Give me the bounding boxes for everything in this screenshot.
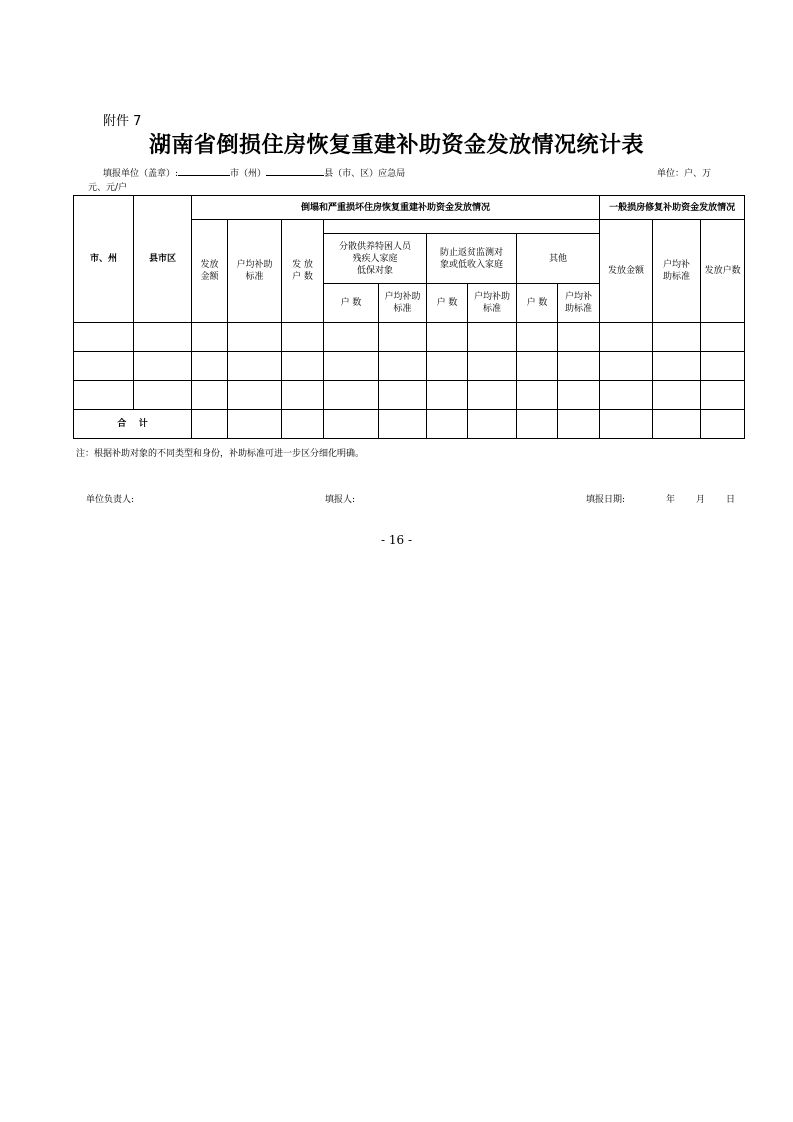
city-blank xyxy=(178,166,230,176)
header-avg-std: 户均补助 标准 xyxy=(228,220,282,323)
total-row xyxy=(74,410,745,439)
header-repair-households: 发放户数 xyxy=(701,220,745,323)
table-row xyxy=(74,323,745,352)
date-label: 填报日期: xyxy=(586,495,626,505)
page-number: - 16 - xyxy=(380,533,412,547)
responsible-label: 单位负责人: xyxy=(86,495,135,505)
county-blank xyxy=(266,166,324,176)
header-sub1-households: 户 数 xyxy=(324,284,379,323)
total-label: 合 计 xyxy=(74,410,192,439)
header-sub2-avg: 户均补助 标准 xyxy=(468,284,517,323)
header-sub2-households: 户 数 xyxy=(427,284,468,323)
statistics-table xyxy=(73,195,745,439)
footnote: 注：根据补助对象的不同类型和身份，补助标准可进一步区分细化明确。 xyxy=(76,449,365,459)
header-subgroup-monitor: 防止返贫监测对 象或低收入家庭 xyxy=(427,234,517,284)
header-subgroup-spacer xyxy=(324,220,600,234)
table-row xyxy=(74,381,745,410)
county-label: 县（市、区）应急局 xyxy=(324,169,406,179)
date-year: 年 xyxy=(666,495,676,505)
page-title: 湖南省倒损住房恢复重建补助资金发放情况统计表 xyxy=(148,133,644,158)
header-subgroup-other: 其他 xyxy=(517,234,600,284)
annex-label: 附件 7 xyxy=(103,114,142,129)
header-repair-avg: 户均补 助标准 xyxy=(653,220,701,323)
header-sub3-avg: 户均补 助标准 xyxy=(558,284,600,323)
header-rebuild-group: 倒塌和严重损坏住房恢复重建补助资金发放情况 xyxy=(192,196,600,220)
fill-unit-line xyxy=(103,166,405,179)
header-amount: 发放 金额 xyxy=(192,220,228,323)
header-county: 县市区 xyxy=(134,196,192,323)
header-sub3-households: 户 数 xyxy=(517,284,558,323)
header-sub1-avg: 户均补助 标准 xyxy=(379,284,427,323)
header-repair-group: 一般损房修复补助资金发放情况 xyxy=(600,196,745,220)
header-households: 发 放 户 数 xyxy=(282,220,324,323)
filler-label: 填报人: xyxy=(325,495,356,505)
fill-unit-label: 填报单位（盖章）: xyxy=(103,169,179,179)
header-repair-amount: 发放金额 xyxy=(600,220,653,323)
table-row xyxy=(74,352,745,381)
city-label: 市（州） xyxy=(230,169,267,179)
date-day: 日 xyxy=(726,495,736,505)
header-subgroup-special: 分散供养特困人员 残疾人家庭 低保对象 xyxy=(324,234,427,284)
date-month: 月 xyxy=(696,495,706,505)
unit-label-cont: 元、元/户 xyxy=(88,183,128,193)
unit-label: 单位：户、万 xyxy=(657,169,712,179)
header-city: 市、州 xyxy=(74,196,134,323)
